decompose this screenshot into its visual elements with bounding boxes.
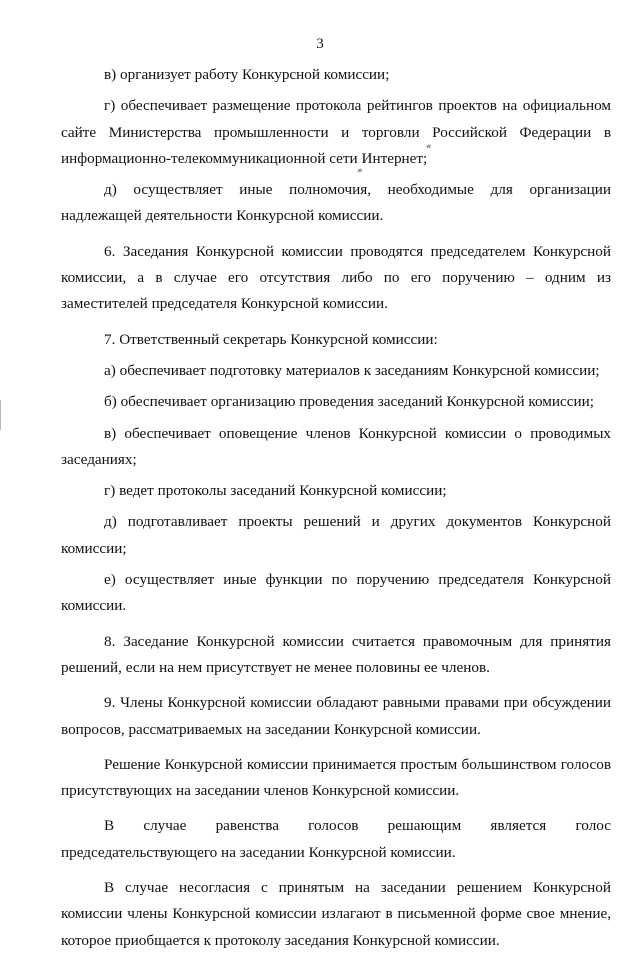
paragraph-8: 8. Заседание Конкурсной комиссии считается правомочным для принятия решений, если на нем присутствует не менее половины ее членов. [61, 632, 611, 676]
handwritten-mark: « [426, 142, 432, 152]
paragraph-7e: е) осуществляет иные функции по поручению председателя Конкурсной комиссии. [61, 571, 611, 615]
paragraph-7a: а) обеспечивает подготовку материалов к заседаниям Конкурсной комиссии; [104, 361, 600, 379]
paragraph-5g: г) обеспечивает размещение протокола рейтингов проектов на официальном сайте Министерства промышленности и торговли Российской Федерации в информационно-телекоммуникационной сети Интернет; [61, 97, 611, 167]
paragraph-7g: г) ведет протоколы заседаний Конкурсной комиссии; [104, 482, 447, 500]
paragraph-6: 6. Заседания Конкурсной комиссии проводятся председателем Конкурсной комиссии, а в случае его отсутствия либо по его поручению – одним из заместителей председателя Конкурсной комиссии. [61, 242, 611, 313]
paragraph-5v: в) организует работу Конкурсной комиссии; [104, 66, 390, 83]
paragraph-decision: Решение Конкурсной комиссии принимается простым большинством голосов присутствующих на заседании членов Конкурсной комиссии. [61, 755, 611, 800]
handwritten-mark: » [357, 166, 363, 176]
page-number: 3 [316, 36, 324, 52]
paragraph-7: 7. Ответственный секретарь Конкурсной комиссии: [104, 330, 438, 348]
scan-edge-mark [0, 400, 1, 430]
paragraph-7v: в) обеспечивает оповещение членов Конкурсной комиссии о проводимых заседаниях; [61, 424, 611, 468]
paragraph-disagreement: В случае несогласия с принятым на заседании решением Конкурсной комиссии члены Конкурсной комиссии излагают в письменной форме свое мнение, которое приобщается к протоколу заседания Конкурсной комиссии. [61, 879, 611, 949]
paragraph-tie: В случае равенства голосов решающим является голос председательствующего на заседании Конкурсной комиссии. [61, 817, 611, 861]
paragraph-7d: д) подготавливает проекты решений и других документов Конкурсной комиссии; [61, 513, 611, 557]
paragraph-5d: д) осуществляет иные полномочия, необходимые для организации надлежащей деятельности Конкурсной комиссии. [61, 181, 611, 225]
document-body [61, 62, 611, 954]
paragraph-9: 9. Члены Конкурсной комиссии обладают равными правами при обсуждении вопросов, рассматриваемых на заседании Конкурсной комиссии. [61, 694, 611, 738]
paragraph-7b: б) обеспечивает организацию проведения заседаний Конкурсной комиссии; [104, 393, 594, 411]
